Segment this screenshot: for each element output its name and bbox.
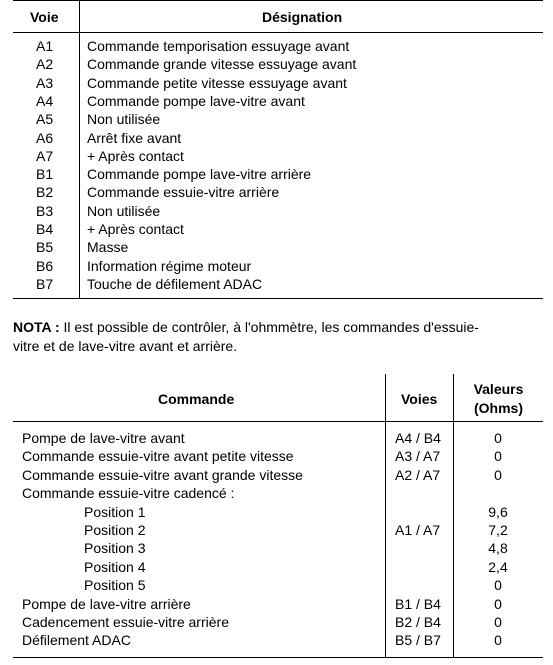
row-commande: Commande essuie-vitre avant petite vitesse [22,448,294,464]
row-commande: Pompe de lave-vitre avant [22,430,185,446]
row-valeur: 2,4 [488,559,508,575]
row-designation: + Après contact [87,148,184,164]
header-valeurs-line2: (Ohms) [474,400,523,416]
row-commande: Pompe de lave-vitre arrière [22,596,191,612]
row-commande: Commande essuie-vitre cadencé : [22,485,235,501]
row-voies: B2 / B4 [395,614,441,630]
row-valeur: 7,2 [488,522,508,538]
nota-label: NOTA : [13,319,60,335]
row-designation: Information régime moteur [87,258,252,274]
row-voie: B4 [36,221,54,237]
row-valeur: 0 [494,577,502,593]
row-voie: A5 [36,111,54,127]
row-valeur [486,484,510,502]
header-valeurs [454,380,543,418]
row-voie: A4 [36,93,54,109]
row-designation: Commande temporisation essuyage avant [87,38,350,54]
row-designation: Arrêt fixe avant [87,130,182,146]
nota-text-line2: vitre et de lave-vitre avant et arrière. [13,338,238,354]
row-voie: A2 [36,56,54,72]
row-designation: Commande pompe lave-vitre avant [87,93,305,109]
row-valeur: 0 [494,632,502,648]
row-designation: Commande grande vitesse essuyage avant [87,56,357,72]
row-commande: Cadencement essuie-vitre arrière [22,614,229,630]
row-voie: B7 [36,276,54,292]
row-commande: Position 3 [84,540,146,556]
row-voie: B1 [36,166,54,182]
row-designation: Commande petite vitesse essuyage avant [87,75,347,91]
header-valeurs-line1: Valeurs [473,381,524,397]
row-voies: A2 / A7 [395,467,441,483]
row-designation: Masse [87,239,129,255]
row-voie: A6 [36,130,54,146]
row-voie: B3 [36,203,54,219]
row-designation: + Après contact [87,221,184,237]
header-voies: Voies [401,391,438,407]
table1-column-divider [79,0,80,299]
header-commande: Commande [158,391,235,407]
row-voies: B1 / B4 [395,596,441,612]
row-voies: B5 / B7 [395,632,441,648]
row-voie: A7 [36,148,54,164]
row-valeur: 0 [494,614,502,630]
row-voie: B5 [36,239,54,255]
row-voies: A4 / B4 [395,430,441,446]
row-voie: B2 [36,184,54,200]
row-voie: A3 [36,75,54,91]
row-voies: A1 / A7 [395,522,441,538]
row-voies: A3 / A7 [395,448,441,464]
header-designation: Désignation [262,9,343,25]
table1-bottom-border [13,298,543,299]
table2-divider-voies [385,374,386,658]
row-designation: Touche de défilement ADAC [87,276,263,292]
row-voie: B6 [36,258,54,274]
row-commande: Commande essuie-vitre avant grande vitesse [22,467,303,483]
row-commande: Défilement ADAC [22,632,131,648]
row-valeur: 9,6 [488,504,508,520]
table1-top-border [13,0,543,1]
table1-header-divider [13,32,543,33]
table2-header-divider [13,421,543,422]
row-designation: Non utilisée [87,203,161,219]
row-valeur: 0 [494,448,502,464]
row-designation: Non utilisée [87,111,161,127]
table2-bottom-border [13,657,543,658]
nota-paragraph [13,318,543,356]
row-valeur: 4,8 [488,540,508,556]
row-designation: Commande essuie-vitre arrière [87,184,280,200]
row-commande: Position 5 [84,577,146,593]
row-valeur: 0 [494,430,502,446]
header-voie: Voie [30,9,59,25]
row-valeur: 0 [494,467,502,483]
row-commande: Position 2 [84,522,146,538]
row-commande: Position 1 [84,504,146,520]
row-voie: A1 [36,38,54,54]
row-valeur: 0 [494,596,502,612]
nota-text-line1: Il est possible de contrôler, à l'ohmmètre, les commandes d'essuie- [59,319,479,335]
row-commande: Position 4 [84,559,146,575]
row-designation: Commande pompe lave-vitre arrière [87,166,312,182]
